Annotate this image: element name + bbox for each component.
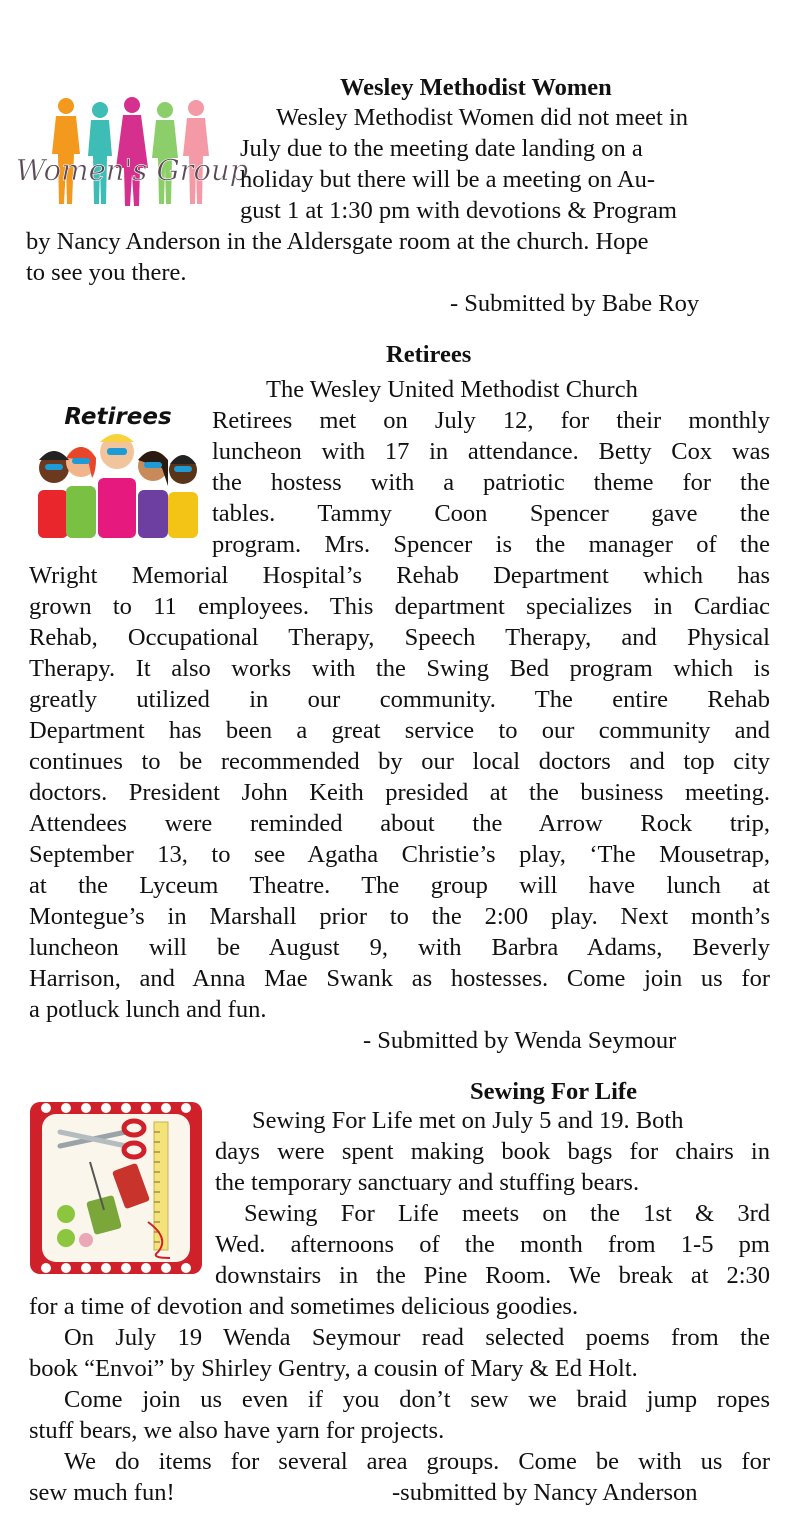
retirees-heading: Retirees — [386, 341, 472, 368]
sewing-line-1: Sewing For Life met on July 5 and 19. Both — [252, 1107, 684, 1134]
women-line-2: July due to the meeting date landing on a — [240, 135, 643, 162]
sewing-line-8: On July 19 Wenda Seymour read selected poems from the — [64, 1324, 770, 1351]
sewing-line-13: sew much fun! — [29, 1479, 175, 1506]
sewing-line-10: Come join us even if you don’t sew we braid jump ropes — [64, 1386, 770, 1413]
retirees-line-13: continues to be recommended by our local doctors and top city — [29, 748, 770, 775]
retirees-line-20: Harrison, and Anna Mae Swank as hostesses. Come join us for — [29, 965, 770, 992]
women-line-1: Wesley Methodist Women did not meet in — [276, 104, 689, 131]
retirees-line-17: at the Lyceum Theatre. The group will have lunch at — [29, 872, 770, 899]
retirees-line-4: the hostess with a patriotic theme for the — [212, 469, 770, 496]
retirees-illustration — [36, 398, 200, 538]
sewing-line-4: Sewing For Life meets on the 1st & 3rd — [244, 1200, 770, 1227]
retirees-line-1: The Wesley United Methodist Church — [266, 376, 638, 403]
women-line-6: to see you there. — [26, 259, 187, 286]
retirees-line-18: Montegue’s in Marshall prior to the 2:00 play. Next month’s — [29, 903, 770, 930]
retirees-line-15: Attendees were reminded about the Arrow Rock trip, — [29, 810, 770, 837]
retirees-line-7: Wright Memorial Hospital’s Rehab Department which has — [29, 562, 770, 589]
women-line-3: holiday but there will be a meeting on Au- — [240, 166, 656, 193]
sewing-line-5: Wed. afternoons of the month from 1-5 pm — [215, 1231, 770, 1258]
sewing-signature: -submitted by Nancy Anderson — [392, 1479, 698, 1506]
retirees-line-6: program. Mrs. Spencer is the manager of the — [212, 531, 770, 558]
retirees-logo-text: Retirees — [64, 404, 172, 430]
womens-group-logo-text: Women's Group — [15, 153, 249, 187]
sewing-line-7: for a time of devotion and sometimes delicious goodies. — [29, 1293, 579, 1320]
retirees-line-3: luncheon with 17 in attendance. Betty Cox was — [212, 438, 770, 465]
women-figures — [52, 97, 209, 206]
retirees-line-5: tables. Tammy Coon Spencer gave the — [212, 500, 770, 527]
sewing-heading: Sewing For Life — [470, 1078, 637, 1105]
retirees-line-19: luncheon will be August 9, with Barbra Adams, Beverly — [29, 934, 770, 961]
sewing-illustration — [30, 1102, 202, 1274]
retirees-line-11: greatly utilized in our community. The entire Rehab — [29, 686, 770, 713]
retirees-line-2: Retirees met on July 12, for their monthly — [212, 407, 770, 434]
sewing-line-9: book “Envoi” by Shirley Gentry, a cousin of Mary & Ed Holt. — [29, 1355, 638, 1382]
sewing-line-3: the temporary sanctuary and stuffing bears. — [215, 1169, 640, 1196]
women-heading: Wesley Methodist Women — [340, 74, 612, 101]
sewing-line-12: We do items for several area groups. Come be with us for — [64, 1448, 770, 1475]
retirees-signature: - Submitted by Wenda Seymour — [363, 1027, 677, 1054]
sewing-line-11: stuff bears, we also have yarn for projects. — [29, 1417, 445, 1444]
sewing-line-6: downstairs in the Pine Room. We break at 2:30 — [215, 1262, 770, 1289]
women-line-4: gust 1 at 1:30 pm with devotions & Program — [240, 197, 677, 224]
retirees-line-10: Therapy. It also works with the Swing Bed program which is — [29, 655, 770, 682]
women-line-5: by Nancy Anderson in the Aldersgate room at the church. Hope — [26, 228, 649, 255]
sewing-line-2: days were spent making book bags for chairs in — [215, 1138, 770, 1165]
retirees-line-9: Rehab, Occupational Therapy, Speech Therapy, and Physical — [29, 624, 770, 651]
retirees-line-8: grown to 11 employees. This department specializes in Cardiac — [29, 593, 770, 620]
womens-group-logo — [15, 96, 249, 214]
retirees-line-12: Department has been a great service to our community and — [29, 717, 770, 744]
women-signature: - Submitted by Babe Roy — [450, 290, 700, 317]
retirees-line-14: doctors. President John Keith presided at the business meeting. — [29, 779, 770, 806]
retirees-line-16: September 13, to see Agatha Christie’s play, ‘The Mousetrap, — [29, 841, 770, 868]
retirees-line-21: a potluck lunch and fun. — [29, 996, 267, 1023]
